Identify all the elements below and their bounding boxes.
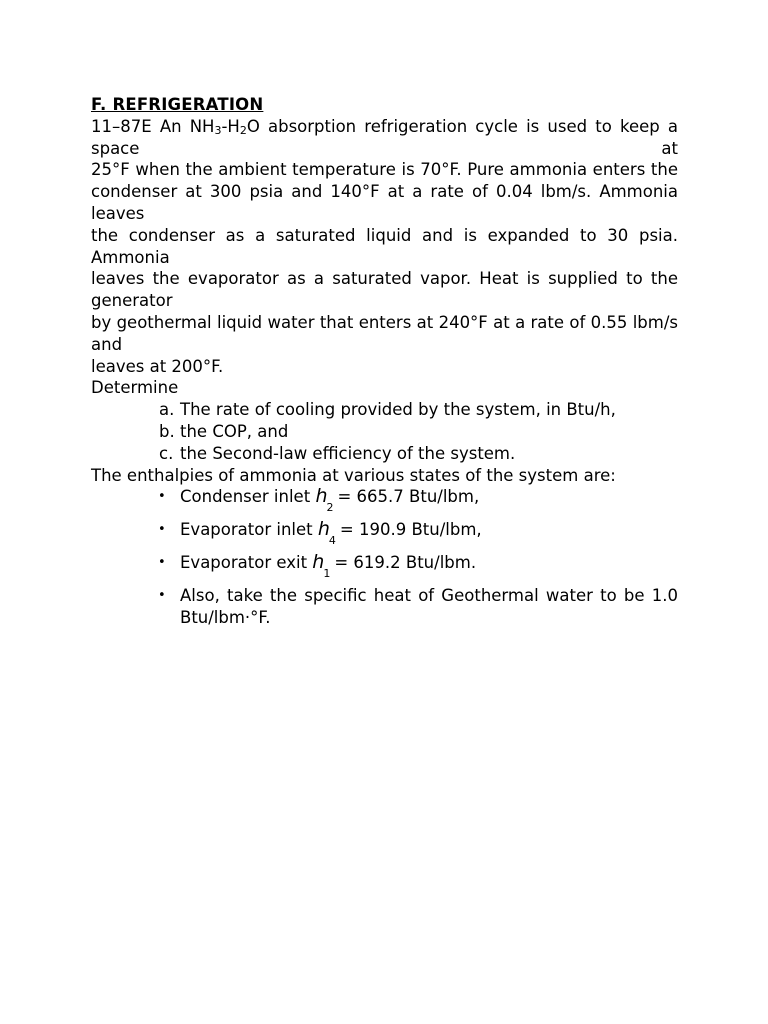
problem-line-5: leaves the evaporator as a saturated vapor. Heat is supplied to the generator [91,269,678,311]
task-item [91,443,678,465]
enthalpy-symbol: h [312,550,325,573]
enthalpy-subscript: 2 [326,501,334,515]
task-text: the COP, and [180,421,289,441]
task-letter: c. [159,443,174,463]
task-letter: a. [159,400,175,420]
enthalpy-item [91,518,678,548]
problem-line-6: by geothermal liquid water that enters at 240°F at a rate of 0.55 lbm/s and [91,312,678,354]
enthalpy-value: = 619.2 Btu/lbm. [334,552,477,572]
determine-label: Determine [91,378,179,398]
bullet-icon: • [158,587,166,603]
enthalpy-label: Evaporator inlet [180,520,313,540]
task-item [91,421,678,443]
problem-line-1: 11–87E An $NH_3-H_2O$ absorption refrigeration cycle is used to keep a space at [91,116,678,158]
enthalpy-intro: The enthalpies of ammonia at various states of the system are: [91,465,616,485]
enthalpy-symbol: h [315,485,328,508]
task-item [91,399,678,421]
enthalpy-subscript: 1 [323,566,331,580]
bullet-icon: • [158,522,166,538]
note-line-2: Btu/lbm·°F. [180,607,271,627]
enthalpy-list [91,486,678,628]
problem-statement [91,116,678,378]
enthalpy-item [91,550,678,580]
task-text: the Second-law efficiency of the system. [180,443,516,463]
bullet-icon: • [158,554,166,570]
bullet-icon: • [158,489,166,505]
enthalpy-subscript: 4 [328,534,336,548]
enthalpy-label: Condenser inlet [180,487,311,507]
note-item [91,585,678,629]
problem-line-2: 25°F when the ambient temperature is 70°F. Pure ammonia enters the [91,160,678,180]
enthalpy-label: Evaporator exit [180,552,308,572]
task-list [91,399,678,464]
enthalpy-value: = 190.9 Btu/lbm, [339,520,482,540]
problem-line-3: condenser at 300 psia and 140°F at a rate of 0.04 lbm/s. Ammonia leaves [91,182,678,223]
problem-line-4: the condenser as a saturated liquid and is expanded to 30 psia. Ammonia [91,225,678,267]
note-line-1: Also, take the specific heat of Geothermal water to be 1.0 [180,585,678,605]
enthalpy-symbol: h [317,518,330,541]
document-content [91,94,678,637]
enthalpy-item [91,485,678,515]
task-text: The rate of cooling provided by the system, in Btu/h, [180,400,616,420]
section-heading: F. REFRIGERATION [91,95,264,114]
problem-line-7: leaves at 200°F. [91,356,224,376]
task-letter: b. [159,421,175,441]
enthalpy-value: = 665.7 Btu/lbm, [337,487,480,507]
